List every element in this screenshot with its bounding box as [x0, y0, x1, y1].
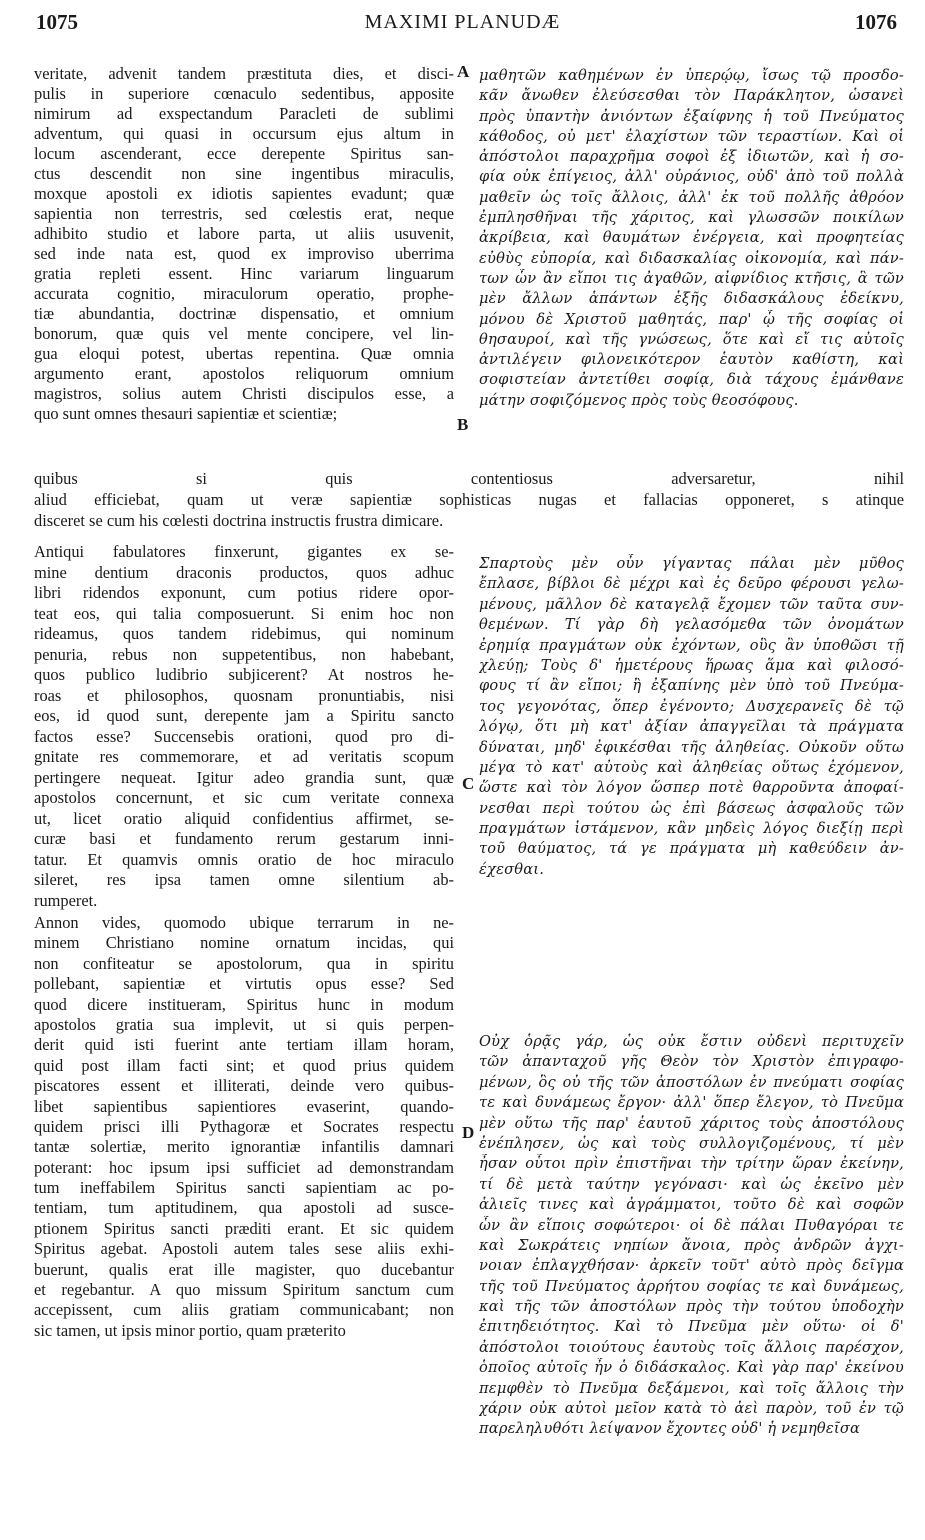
text-line: ptionem Spiritus sancti præditi erant. Et sic quidem	[34, 1218, 454, 1238]
text-line: tum ineffabilem Spiritus sancti sapientiam ac po-	[34, 1178, 454, 1198]
text-line: ἦσαν οὗτοι πρὶν ἐπιστῆναι τὴν τρίτην ὥραν ἐκείνην,	[479, 1155, 904, 1173]
text-line: θεμένων. Τί γὰρ δὴ γελασόμεθα τῶν ὀνομάτων	[479, 616, 904, 634]
text-line: sapientia non terrestris, sed cœlestis erat, neque	[34, 204, 454, 223]
text-line: νεσθαι περὶ τούτου ὡς ἐπὶ βάσεως ἀσφαλοῦς τῶν	[479, 799, 904, 817]
text-line: έχεσθαι.	[479, 860, 545, 878]
text-line: eos, id quod sunt, derepente jam a Spiritu sancto	[34, 706, 454, 725]
text-line: minem Christiano nomine ornatum incidas, qui	[34, 933, 454, 953]
text-line: λόγῳ, ὅτι μὴ κατ' ἀξίαν ἀπαγγεῖλαι τὰ πράγματα	[479, 718, 904, 736]
text-line: rumperet.	[34, 890, 98, 910]
text-line: τος γεγονότας, ὅπερ ἐγένοντο; Δυσχερανεῖς δὲ τῷ	[479, 697, 904, 715]
latin-column-block-1	[34, 64, 454, 424]
text-line: μάτην σοφιζόμενος πρὸς τοὺς θεοσόφους.	[479, 391, 799, 409]
text-line: σοφιστείαν ἀντετίθει σοφίᾳ, διὰ τάχους ἐμάνθανε	[479, 371, 904, 389]
text-line: μέγα τὸ κατ' αὐτοὺς καὶ ἀληθείας οὕτως ἐχόμενον,	[479, 758, 904, 776]
text-line: accepissent, cum aliis gratiam communicabant; non	[34, 1300, 454, 1320]
text-line: adventum, qui quasi in occursum ejus altum in	[34, 124, 454, 143]
text-line: Οὐχ ὁρᾷς γάρ, ὡς οὐκ ἔστιν οὐδενὶ περιτυχεῖν	[479, 1033, 904, 1050]
text-line: tantæ solertiæ, merito ignorantiæ infantilis damnari	[34, 1137, 454, 1157]
right-column-number: 1076	[855, 10, 897, 34]
text-line: κᾶν ἄνωθεν ἐλεύσεσθαι τὸν Παράκλητον, ὡσανεὶ	[479, 87, 904, 105]
text-line: ἐπιτηδειότητος. Καὶ τὸ Πνεῦμα μὲν οὕτω· οἱ δ'	[479, 1318, 904, 1336]
latin-column-block-3	[34, 913, 454, 1341]
text-line: καὶ τῆς τῶν ἀποστόλων πρὸς τὴν τούτου ὑποδοχὴν	[479, 1298, 904, 1316]
text-line: μὲν οὕτω τῆς παρ' ἑαυτοῦ χάριτος τοὺς ἀποστόλους	[479, 1114, 904, 1132]
text-line: gua eloqui potest, ubertas repentina. Quæ omnia	[34, 344, 454, 363]
text-line: Antiqui fabulatores finxerunt, gigantes ex se-	[34, 542, 454, 561]
text-line: μόνου δὲ Χριστοῦ μαθητάς, παρ' ᾧ τῆς σοφίας οἱ	[479, 310, 904, 328]
text-line: τῶν ἁπανταχοῦ γῆς Θεὸν τὸν Χριστὸν ἐπιγραφο-	[479, 1053, 904, 1071]
text-line: φους τί ἂν εἴποι; ἢ ἐξαπίνης μὲν ὑπὸ τοῦ Πνεύμα-	[479, 677, 904, 695]
text-line: mine dentium draconis productos, quos adhuc	[34, 562, 454, 582]
text-line: ctus descendit non sine ingentibus miraculis,	[34, 164, 454, 183]
text-line: libet sapientibus sapientiores evaserint, quando-	[34, 1096, 454, 1116]
text-line: apostolos concernunt, et sic cum veritate connexa	[34, 788, 454, 807]
text-line: τί δὲ μετὰ ταύτην γεγόνασι· καὶ ὡς ἐκεῖνο μὲν	[479, 1175, 904, 1193]
text-line: penuria, rebus non suppetentibus, non habebant,	[34, 644, 454, 664]
text-line: quidem prisci illi Pythagoræ et Socrates respectu	[34, 1116, 454, 1136]
section-marker-a: A	[457, 62, 470, 81]
text-line: tiæ abundantia, doctrinæ dispensatio, et omnium	[34, 304, 454, 323]
text-line: κάθοδος, οὐ μετ' ἐλαχίστων τῶν τεραστίων. Καὶ οἱ	[479, 127, 904, 145]
text-line: gratia repleti essent. Hinc variarum linguarum	[34, 264, 454, 283]
text-line: factos esse? Succensebis orationi, quod pro di-	[34, 726, 454, 746]
text-line: magistros, solius autem Christi discipulos esse, a	[34, 384, 454, 403]
text-line: χλεύῃ; Τοὺς δ' ἡμετέρους ἥρωας ἅμα καὶ φιλοσό-	[479, 656, 904, 674]
text-line: derit quid isti fuerint ante tertiam illam horam,	[34, 1035, 454, 1055]
text-line: pulis in superiore cœnaculo sedentibus, apposite	[34, 84, 454, 103]
text-line: παρεληλυθότι λείψανον ἔχοντες οὐδ' ἡ νεμηθεῖσα	[479, 1420, 861, 1438]
text-line: Σπαρτοὺς μὲν οὖν γίγαντας πάλαι μὲν μῦθος	[479, 555, 904, 572]
text-line: εὐθὺς εὐπορία, καὶ διδασκαλίας οἰκονομία, καὶ πάν-	[479, 249, 904, 267]
text-line: teat eos, qui talia composuerunt. Si enim hoc non	[34, 603, 454, 623]
text-line: θησαυροί, καὶ τῆς γνώσεως, ὅτε καὶ εἴ τις αὐτοῖς	[479, 330, 904, 348]
text-line: μὲν ἄλλων ἁπάντων ἑξῆς διδασκάλους ἐδείκνυ,	[479, 290, 904, 308]
text-line: τε καὶ δυνάμεως ἔργον· ἀλλ' ὅπερ ἔλεγον, τὸ Πνεῦμα	[479, 1094, 904, 1112]
text-line: sic tamen, ut ipsis minor portio, quam præterito	[34, 1320, 346, 1340]
text-line: gnitate res commemorare, et ad veritatis scopum	[34, 747, 454, 766]
text-line: ἀντιλέγειν φιλονεικότερον ἑαυτὸν καθίστη, καὶ	[479, 351, 904, 369]
text-line: quod dicere institueram, Spiritus hunc in modum	[34, 994, 454, 1014]
text-line: libri ridendos exponunt, cum potius ridere opor-	[34, 583, 454, 602]
text-line: curæ basi et fundamento rerum gestarum inni-	[34, 829, 454, 848]
section-marker-d: D	[462, 1123, 475, 1142]
running-title: MAXIMI PLANUDÆ	[364, 11, 561, 33]
text-line: veritate, advenit tandem præstituta dies, et disci-	[34, 64, 454, 83]
text-line: sed inde nata est, quod ex improviso uberrima	[34, 244, 454, 263]
text-line: ἐνέπλησεν, ὡς καὶ τοὺς συλλογιζομένους, τί μὲν	[479, 1134, 904, 1152]
text-line: χάριν οὐκ αὐτοὶ μεῖον κατὰ τὸ ἀεὶ παρὸν, τοῦ ἐν τῷ	[479, 1400, 904, 1418]
text-line: et regebantur. A quo missum Spiritum sanctum cum	[34, 1280, 454, 1300]
text-line: moxque apostoli ex idiotis sapientes evadunt; quæ	[34, 184, 454, 203]
text-line: μαθητῶν καθημένων ἐν ὑπερῴῳ, ἴσως τῷ προσδο-	[479, 67, 904, 84]
text-line: πρὸς ὑπαντὴν ἀνιόντων ἐξαίφνης ἡ τοῦ Πνεύματος	[479, 107, 904, 125]
text-line: buerunt, qualis erat ille magister, quo ducebantur	[34, 1259, 454, 1279]
text-line: rideamus, quos tandem ridebimus, qui nominum	[34, 624, 454, 643]
text-line: ἀπόστολοι παραχρῆμα σοφοὶ ἐξ ἰδιωτῶν, καὶ ἡ σο-	[479, 148, 904, 166]
text-line: μένων, ὃς οὐ τῆς τῶν ἀποστόλων ἐν πνεύματι σοφίας	[479, 1073, 904, 1091]
text-line: pertingere nequeat. Igitur adeo grandia sunt, quæ	[34, 767, 454, 787]
text-line: μαθεῖν ὡς τοῖς ἄλλοις, ἀλλ' ἐκ τοῦ πολλῆς ἀθρόον	[479, 188, 904, 206]
left-column-number: 1075	[36, 10, 78, 34]
text-line: ἁλιεῖς τινες καὶ ἀγράμματοι, τοῦτο δὲ καὶ σοφῶν	[479, 1196, 904, 1214]
text-line: sileret, res ipsa tamen omne silentium ab-	[34, 870, 454, 889]
greek-column-block-2	[479, 554, 904, 880]
text-line: non confiteatur se apostolorum, qua in spiritu	[34, 953, 454, 973]
text-line: ut, licet oratio aliquid confidentius affirmet, se-	[34, 808, 454, 828]
greek-column-block-1	[479, 66, 904, 411]
text-line: quibus si quis contentiosus adversaretur, nihil	[34, 469, 904, 488]
text-line: tentiam, tum aptitudinem, qua apostoli ad susce-	[34, 1198, 454, 1218]
text-line: bonorum, quæ quis vel mente concipere, vel lin-	[34, 324, 454, 343]
text-line: των ὧν ἂν εἴποι τις ἀγαθῶν, αἰφνίδιος κτῆσις, ἃ τῶν	[479, 269, 904, 287]
text-line: ἀπόστολοι τοιούτους ἑαυτοὺς τοῖς ἄλλοις παρέσχον,	[479, 1338, 904, 1356]
section-marker-b: B	[457, 415, 469, 434]
text-line: quo sunt omnes thesauri sapientiæ et scientiæ;	[34, 404, 338, 423]
text-line: Spiritus agebat. Apostoli autem tales sese aliis exhi-	[34, 1239, 454, 1259]
text-line: locum ascenderant, ecce derepente Spiritus san-	[34, 144, 454, 163]
text-line: adhibito studio et labore parta, ut aliis usuvenit,	[34, 224, 454, 243]
text-line: τῆς τοῦ Πνεύματος ἀρρήτου σοφίας τε καὶ δυνάμεως,	[479, 1277, 904, 1295]
text-line: disceret se cum his cœlesti doctrina instructis frustra dimicare.	[34, 511, 444, 530]
text-line: nimirum ad exspectandum Paracleti de sublimi	[34, 104, 454, 123]
text-line: μένους, μᾶλλον δὲ καταγελᾷ ἔχομεν τῶν ταῦτα συν-	[479, 595, 904, 613]
text-line: ἀκρίβεια, καὶ θαυμάτων ἐνέργεια, καὶ προφητείας	[479, 229, 904, 247]
text-line: πραγμάτων ἱστάμενον, κἂν μηδεὶς λόγος διεξίῃ περὶ	[479, 820, 904, 838]
text-line: pollebant, sapientiæ et virtutis opus esse? Sed	[34, 974, 454, 994]
text-line: ἐρημίᾳ πραγμάτων οὐκ ἐχόντων, οὓς ἂν ὑποθῶσι τῇ	[479, 636, 904, 654]
text-line: ἔπλασε, βίβλοι δὲ μέχρι καὶ ἐς δεῦρο φέρουσι γελω-	[479, 575, 904, 593]
full-width-lines	[34, 468, 904, 531]
text-line: ὁποῖος αὐτοῖς ἦν ὁ διδάσκαλος. Καὶ γὰρ παρ' ἐκείνου	[479, 1359, 904, 1377]
text-line: argumento erant, apostolos reliquorum omnium	[34, 364, 454, 383]
text-line: aliud efficiebat, quam ut veræ sapientiæ sophisticas nugas et fallacias opponeret, s atinque	[34, 490, 904, 509]
text-line: accurata cognitio, miraculorum operatio, prophe-	[34, 284, 454, 303]
text-line: tatur. Et quamvis omnis oratio de hoc miraculo	[34, 849, 454, 869]
text-line: τοῦ θαύματος, τά γε πράγματα μὴ καθεύδειν ἀν-	[479, 840, 904, 858]
text-line: piscatores essent et illiterati, deinde vero quibus-	[34, 1076, 454, 1096]
text-line: apostolos gratia sua implevit, ut si quis perpen-	[34, 1014, 454, 1034]
text-line: quos publico ludibrio subjicerent? At nostros he-	[34, 665, 454, 684]
text-line: ὥστε καὶ τὸν λόγον ὥσπερ ποτὲ θαρροῦντα ἀποφαί-	[479, 779, 904, 797]
text-line: νοιαν ἐπλαγχθήσαν· ἀρκεῖν τοῦτ' αὐτὸ πρὸς δεῖγμα	[479, 1257, 904, 1275]
text-line: πεμφθὲν τὸ Πνεῦμα δεξάμενοι, καὶ τοῖς ἄλλοις τὴν	[479, 1379, 904, 1397]
text-line: δύναται, μηδ' ἐφικέσθαι τῆς ἀληθείας. Οὐκοῦν οὕτω	[479, 738, 904, 756]
text-line: Annon vides, quomodo ubique terrarum in ne-	[34, 913, 454, 932]
text-line: poterant: hoc ipsum ipsi sufficiet ad demonstrandam	[34, 1157, 454, 1177]
text-line: ὧν ἂν εἴποις σοφώτεροι· οἱ δὲ πάλαι Πυθαγόραι τε	[479, 1216, 904, 1234]
section-marker-c: C	[462, 774, 475, 793]
text-line: roas et philosophos, quosnam pronuntiabis, nisi	[34, 685, 454, 705]
latin-column-block-2	[34, 542, 454, 911]
text-line: καὶ Σωκράτεις νηπίων ἄνοια, πρὸς ἀνδρῶν ἀγχι-	[479, 1236, 904, 1254]
text-line: φία οὐκ ἐπίγειος, ἀλλ' οὐράνιος, οὐδ' ἀπὸ τοῦ πολλὰ	[479, 168, 904, 186]
greek-column-block-3	[479, 1032, 904, 1440]
text-line: quid post illam facti sint; et quod prius quidem	[34, 1055, 454, 1075]
text-line: ἐμπλησθῆναι τῆς χάριτος, καὶ γλωσσῶν ποικίλων	[479, 209, 904, 227]
